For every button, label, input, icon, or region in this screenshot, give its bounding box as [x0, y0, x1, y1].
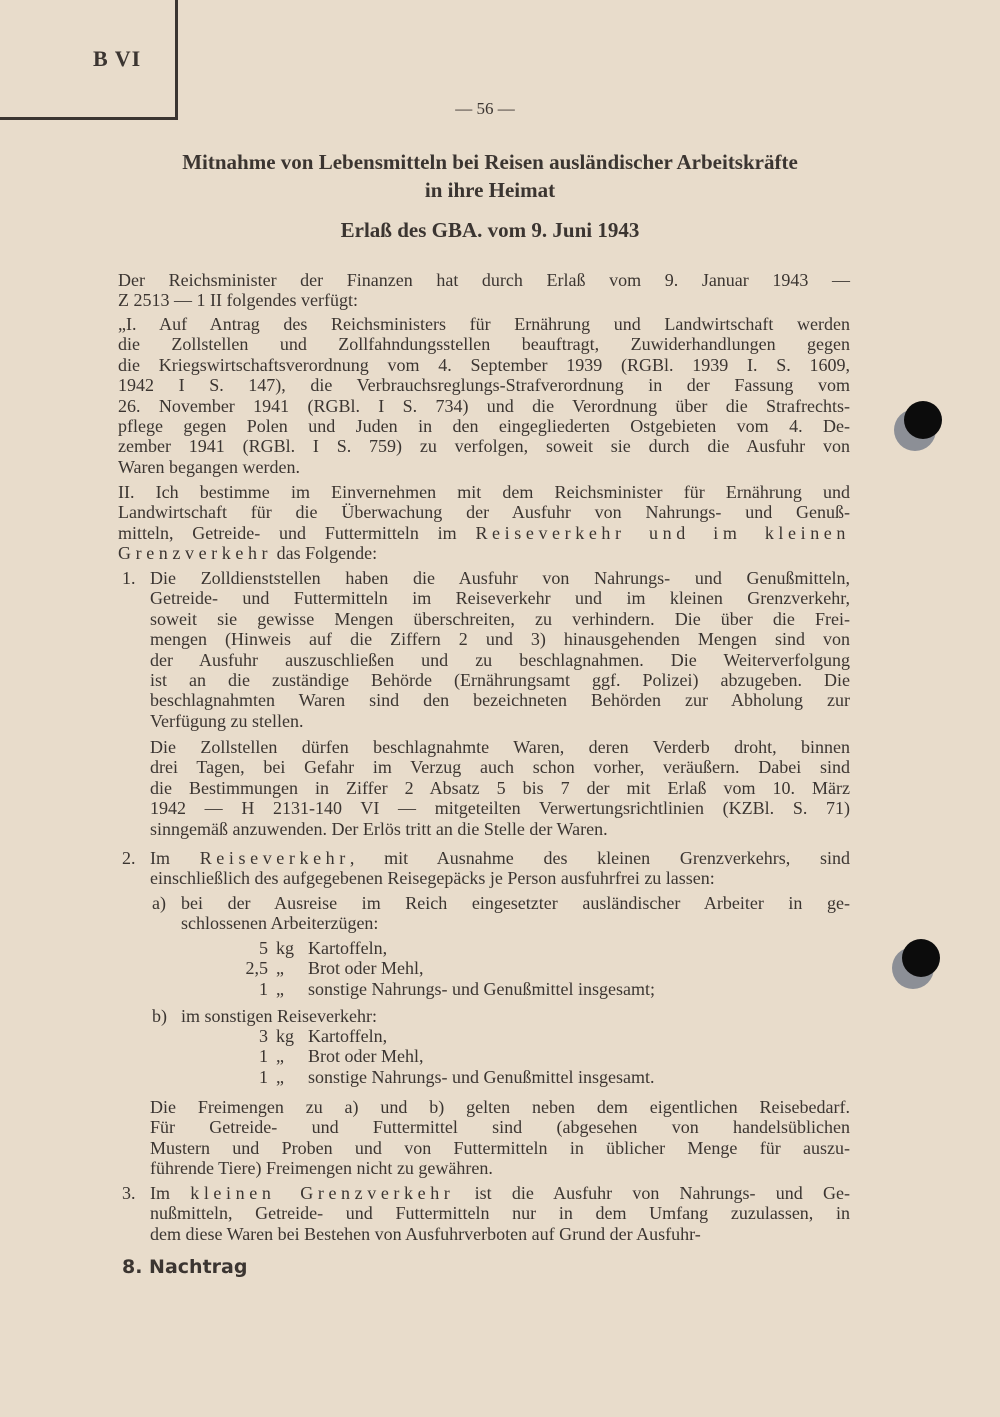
- title-line-1: Mitnahme von Lebensmitteln bei Reisen ausländischer Arbeitskräfte: [182, 150, 798, 174]
- punch-hole-icon: [904, 401, 942, 439]
- item-3-text: [150, 1183, 850, 1244]
- text-line: die Kriegswirtschaftsverordnung vom 4. September 1939 (RGBl. 1939 I. S. 1609,: [118, 354, 850, 375]
- paragraph-II: [118, 482, 850, 564]
- text-line: Waren begangen werden.: [118, 456, 300, 477]
- text-line: Mustern und Proben und von Futtermitteln in üblicher Menge für auszu-: [150, 1137, 850, 1158]
- quantity-unit: „: [276, 958, 284, 979]
- quantity-row: [208, 979, 655, 999]
- item-1-text: [150, 568, 850, 731]
- quantity-qty: 2,5: [245, 958, 268, 979]
- quantity-row: [208, 1067, 654, 1087]
- text-line: pflege gegen Polen und Juden in den eingegliederten Ostgebieten vom 4. De-: [118, 415, 850, 436]
- quantity-qty: 1: [259, 1046, 268, 1067]
- quantity-qty: 3: [259, 1026, 268, 1046]
- text-line: zember 1941 (RGBl. I S. 759) zu verfolgen, soweit sie durch die Ausfuhr von: [118, 436, 850, 457]
- quantity-row: [208, 1026, 654, 1046]
- text-line: Z 2513 — 1 II folgendes verfügt:: [118, 290, 358, 311]
- quantity-item: sonstige Nahrungs- und Genußmittel insgesamt;: [308, 978, 655, 999]
- emphasized-text: Grenzverkehr: [118, 543, 273, 564]
- item-2-number: 2.: [122, 848, 136, 868]
- text-line: Im kleinen Grenzverkehr ist die Ausfuhr von Nahrungs- und Ge-: [150, 1183, 850, 1203]
- text-line: Die Zolldienststellen haben die Ausfuhr von Nahrungs- und Genußmitteln,: [150, 568, 850, 588]
- item-1-paragraph-2: [150, 737, 850, 839]
- freimengen-paragraph: [150, 1097, 850, 1179]
- text-line: Die Freimengen zu a) und b) gelten neben dem eigentlichen Reisebedarf.: [150, 1097, 850, 1117]
- item-1-number: 1.: [122, 568, 136, 588]
- quantity-item: sonstige Nahrungs- und Genußmittel insgesamt.: [308, 1066, 655, 1087]
- footer-label: 8. Nachtrag: [122, 1256, 248, 1278]
- item-a-text: [181, 893, 850, 934]
- subtitle: Erlaß des GBA. vom 9. Juni 1943: [340, 218, 640, 242]
- punch-hole-icon: [902, 939, 940, 977]
- item-2-text: [150, 848, 850, 889]
- quantity-qty: 1: [259, 978, 268, 999]
- paragraph-intro: [118, 270, 850, 311]
- emphasized-text: kleinen Grenzverkehr: [190, 1183, 455, 1203]
- text-line: 1942 I S. 147), die Verbrauchsreglungs-Strafverordnung in der Fassung vom: [118, 375, 850, 396]
- title-line-2: in ihre Heimat: [424, 178, 556, 202]
- text-line: einschließlich des aufgegebenen Reisegepäcks je Person ausfuhrfrei zu lassen:: [150, 868, 715, 889]
- text-line: Die Zollstellen dürfen beschlagnahmte Waren, deren Verderb droht, binnen: [150, 737, 850, 757]
- text-line: mitteln, Getreide- und Futtermitteln im Reiseverkehr und im kleinen: [118, 522, 850, 543]
- quantity-unit: kg: [276, 938, 294, 958]
- text-line: Landwirtschaft für die Überwachung der Ausfuhr von Nahrungs- und Genuß-: [118, 502, 850, 523]
- text-line: schlossenen Arbeiterzügen:: [181, 913, 379, 934]
- text-line: drei Tagen, bei Gefahr im Verzug auch schon vorher, veräußern. Dabei sind: [150, 757, 850, 778]
- quantity-row: [208, 938, 655, 958]
- text-line: sinngemäß anzuwenden. Der Erlös tritt an die Stelle der Waren.: [150, 818, 608, 839]
- text-line: Für Getreide- und Futtermittel sind (abgesehen von handelsüblichen: [150, 1117, 850, 1138]
- quantity-list-a: [208, 938, 655, 999]
- text-line: führende Tiere) Freimengen nicht zu gewähren.: [150, 1158, 493, 1179]
- text-line: nußmitteln, Getreide- und Futtermitteln nur in dem Umfang zuzulassen, in: [150, 1203, 850, 1224]
- text-line: im sonstigen Reiseverkehr:: [181, 1006, 377, 1026]
- text-line: Verfügung zu stellen.: [150, 710, 304, 731]
- quantity-qty: 1: [259, 1066, 268, 1087]
- text-line: dem diese Waren bei Bestehen von Ausfuhrverboten auf Grund der Ausfuhr-: [150, 1223, 701, 1244]
- section-label: B VI: [93, 46, 142, 71]
- text-line: bei der Ausreise im Reich eingesetzter ausländischer Arbeiter in ge-: [181, 893, 850, 913]
- emphasized-text: Reiseverkehr und im kleinen: [475, 522, 850, 543]
- text-line: mengen (Hinweis auf die Ziffern 2 und 3) hinausgehenden Mengen sind von: [150, 629, 850, 650]
- quantity-unit: „: [276, 1066, 284, 1087]
- text-line: Der Reichsminister der Finanzen hat durch Erlaß vom 9. Januar 1943 —: [118, 270, 850, 290]
- text-line: soweit sie gewisse Mengen überschreiten, zu verhindern. Die über die Frei-: [150, 608, 850, 629]
- quantity-unit: kg: [276, 1026, 294, 1046]
- quantity-list-b: [208, 1026, 654, 1087]
- page-number: — 56 —: [455, 99, 515, 118]
- text-line: „I. Auf Antrag des Reichsministers für Ernährung und Landwirtschaft werden: [118, 314, 850, 334]
- quantity-unit: „: [276, 1046, 284, 1067]
- quantity-item: Brot oder Mehl,: [308, 958, 424, 979]
- item-b-text: [181, 1006, 581, 1026]
- quantity-row: [208, 958, 655, 978]
- item-a-marker: a): [152, 893, 166, 913]
- quantity-item: Brot oder Mehl,: [308, 1046, 424, 1067]
- text-line: Im Reiseverkehr, mit Ausnahme des kleinen Grenzverkehrs, sind: [150, 848, 850, 868]
- text-line: II. Ich bestimme im Einvernehmen mit dem Reichsminister für Ernährung und: [118, 482, 850, 502]
- text-line: der Ausfuhr auszuschließen und zu beschlagnahmen. Die Weiterverfolgung: [150, 649, 850, 670]
- item-b-marker: b): [152, 1006, 167, 1026]
- quantity-item: Kartoffeln,: [308, 938, 388, 958]
- emphasized-text: Reiseverkehr: [199, 848, 350, 868]
- text-line: Getreide- und Futtermitteln im Reiseverkehr und im kleinen Grenzverkehr,: [150, 588, 850, 609]
- text-line: die Zollstellen und Zollfahndungsstellen beauftragt, Zuwiderhandlungen gegen: [118, 334, 850, 355]
- quantity-row: [208, 1046, 654, 1066]
- quantity-qty: 5: [259, 938, 268, 958]
- text-line: 1942 — H 2131-140 VI — mitgeteilten Verwertungsrichtlinien (KZBl. S. 71): [150, 798, 850, 819]
- text-line: die Bestimmungen in Ziffer 2 Absatz 5 bis 7 der mit Erlaß vom 10. März: [150, 777, 850, 798]
- text-line: ist an die zuständige Behörde (Ernährungsamt ggf. Polizei) abzugeben. Die: [150, 669, 850, 690]
- text-line: Grenzverkehr das Folgende:: [118, 543, 378, 564]
- text-line: beschlagnahmten Waren sind den bezeichneten Behörden zur Abholung zur: [150, 690, 850, 711]
- item-3-number: 3.: [122, 1183, 136, 1203]
- quantity-unit: „: [276, 978, 284, 999]
- quantity-item: Kartoffeln,: [308, 1026, 388, 1046]
- text-line: 26. November 1941 (RGBl. I S. 734) und die Verordnung über die Strafrechts-: [118, 395, 850, 416]
- paragraph-I: [118, 314, 850, 477]
